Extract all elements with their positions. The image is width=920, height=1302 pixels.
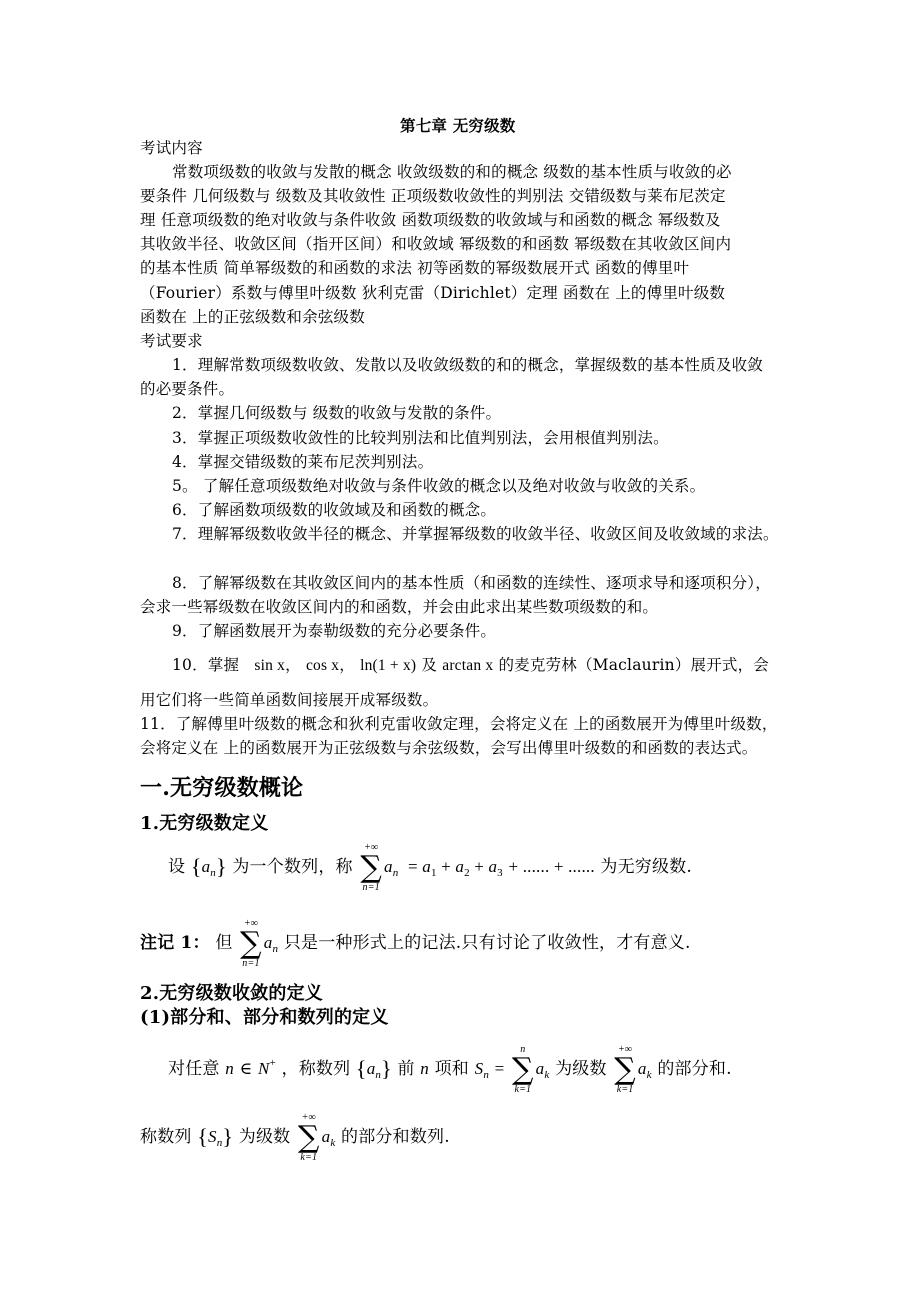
requirement-item: 8．了解幂级数在其收敛区间内的基本性质（和函数的连续性、逐项求导和逐项积分）， — [172, 574, 771, 592]
sum-lower: k=1 — [514, 1083, 532, 1095]
sum-upper: +∞ — [364, 841, 379, 853]
definition-partial-sum: 对任意 n ∈ N+ ，称数列 $\{a_n\}$ 前 n 项和 $S_n$ = n ∑ k=1 $a_k$ 为级数 +∞ ∑ k=1 $a_k$ 的部分和. — [168, 1043, 732, 1095]
sum-symbol: +∞ ∑ n=1 — [360, 841, 382, 893]
sum-upper: n — [520, 1043, 526, 1055]
sum-symbol: +∞ ∑ k=1 — [297, 1111, 320, 1163]
exam-requirements-label: 考试要求 — [140, 332, 203, 350]
exam-content-line: 常数项级数的收敛与发散的概念 收敛级数的和的概念 级数的基本性质与收敛的必 — [172, 163, 732, 181]
sum-lower: k=1 — [616, 1083, 634, 1095]
requirement-item: 会求一些幂级数在收敛区间内的和函数，并会由此求出某些数项级数的和。 — [140, 598, 659, 616]
note-lead: 但 — [215, 933, 233, 953]
def1-end: 为无穷级数. — [600, 857, 693, 877]
def2-mid1: ，称数列 — [281, 1059, 351, 1079]
sup-plus: + — [269, 1057, 276, 1069]
subsection-heading: (1)部分和、部分和数列的定义 — [140, 1007, 389, 1028]
var-S: S — [474, 1059, 484, 1078]
sum-upper: +∞ — [301, 1111, 316, 1123]
requirement-item: 的必要条件。 — [140, 380, 235, 398]
exam-content-line: 函数在 上的正弦级数和余弦级数 — [140, 308, 365, 326]
seq-a: a — [201, 857, 211, 876]
chapter-title: 第七章 无穷级数 — [400, 116, 516, 135]
def2-mid4: 为级数 — [555, 1059, 607, 1079]
requirement-item: 会将定义在 上的函数展开为正弦级数与余弦级数，会写出傅里叶级数的和函数的表达式。 — [140, 739, 758, 757]
requirement-item: 用它们将一些简单函数间接展开成幂级数。 — [140, 691, 439, 709]
def2-mid2: 前 — [397, 1059, 415, 1079]
in-symbol: ∈ — [239, 1059, 253, 1078]
req10-prefix: 10．掌握 — [172, 656, 240, 674]
exam-content-line: 理 任意项级数的绝对收敛与条件收敛 函数项级数的收敛域与和函数的概念 幂级数及 — [140, 211, 721, 229]
sum-lower: n=1 — [362, 881, 380, 893]
var-n: n — [225, 1059, 234, 1078]
def1-mid: 为一个数列，称 — [232, 857, 353, 877]
requirement-item: 2．掌握几何级数与 级数的收敛与发散的条件。 — [172, 404, 502, 422]
exam-content-line: 的基本性质 简单幂级数的和函数的求法 初等函数的幂级数展开式 函数的傅里叶 — [140, 259, 690, 277]
note-text: 只是一种形式上的记法.只有讨论了收敛性，才有意义. — [283, 933, 691, 953]
sub-n: n — [210, 867, 216, 879]
def3-lead: 称数列 — [140, 1127, 192, 1147]
cos-x: cos x — [305, 657, 340, 674]
exam-content-line: 其收敛半径、收敛区间（指开区间）和收敛域 幂级数的和函数 幂级数在其收敛区间内 — [140, 235, 732, 253]
req10-suffix: 的麦克劳林（Maclaurin）展开式，会 — [498, 656, 769, 674]
sum-upper: +∞ — [243, 917, 259, 929]
note-1: 注记 1： 但 +∞ ∑ n=1 $a_n$ 只是一种形式上的记法.只有讨论了收敛性，才有意义. — [140, 917, 691, 969]
equals: = — [494, 1059, 505, 1078]
requirement-item: 5。 了解任意项级数绝对收敛与条件收敛的概念以及绝对收敛与收敛的关系。 — [172, 477, 706, 495]
def2-mid3: 项和 — [434, 1059, 469, 1079]
series-tail: + ...... + ...... — [508, 857, 595, 876]
requirement-item: 3．掌握正项级数收敛性的比较判别法和比值判别法，会用根值判别法。 — [172, 429, 669, 447]
note-label: 注记 1： — [140, 933, 210, 953]
section-heading: 一.无穷级数概论 — [140, 775, 304, 801]
requirement-item: 4．掌握交错级数的莱布尼茨判别法。 — [172, 453, 434, 471]
requirement-item: 9．了解函数展开为泰勒级数的充分必要条件。 — [172, 622, 497, 640]
sum-symbol: +∞ ∑ n=1 — [240, 917, 262, 969]
definition-partial-sum-sequence: 称数列 $\{S_n\}$ 为级数 +∞ ∑ k=1 $a_k$ 的部分和数列. — [140, 1111, 450, 1163]
exam-content-label: 考试内容 — [140, 139, 203, 157]
arctan-x: arctan x — [442, 657, 494, 674]
exam-content-line: 要条件 几何级数与 级数及其收敛性 正项级数收敛性的判别法 交错级数与莱布尼茨定 — [140, 187, 726, 205]
def2-end: 的部分和. — [657, 1059, 732, 1079]
sum-symbol: n ∑ k=1 — [512, 1043, 534, 1095]
sum-lower: k=1 — [300, 1151, 318, 1163]
sum-symbol: +∞ ∑ k=1 — [614, 1043, 636, 1095]
subsection-heading: 1.无穷级数定义 — [140, 813, 269, 834]
subsection-heading: 2.无穷级数收敛的定义 — [140, 983, 323, 1004]
requirement-item: 11．了解傅里叶级数的概念和狄利克雷收敛定理，会将定义在 上的函数展开为傅里叶级数， — [140, 715, 778, 733]
requirement-item: 1．理解常数项级数收敛、发散以及收敛级数的和的概念，掌握级数的基本性质及收敛 — [172, 356, 763, 374]
requirement-item-10: 10．掌握 sin x， cos x， ln(1 + x) 及 arctan x 的麦克劳林（Maclaurin）展开式，会 — [172, 656, 769, 674]
var-N: N — [257, 1059, 270, 1078]
req10-and: 及 — [421, 656, 438, 674]
exam-content-line: （Fourier）系数与傅里叶级数 狄利克雷（Dirichlet）定理 函数在 上的傅里叶级数 — [140, 284, 726, 302]
def3-end: 的部分和数列. — [341, 1127, 450, 1147]
def1-lead: 设 — [168, 857, 186, 877]
requirement-item: 7．理解幂级数收敛半径的概念、并掌握幂级数的收敛半径、收敛区间及收敛域的求法。 — [172, 525, 779, 543]
sum-lower: n=1 — [242, 957, 260, 969]
sin-x: sin x — [254, 657, 286, 674]
sum-upper: +∞ — [617, 1043, 633, 1055]
def3-mid: 为级数 — [238, 1127, 291, 1147]
def2-lead: 对任意 — [168, 1059, 220, 1079]
requirement-item: 6．了解函数项级数的收敛域及和函数的概念。 — [172, 501, 497, 519]
ln-1-plus-x: ln(1 + x) — [360, 657, 417, 674]
definition-series: 设 $\{a_n\}$ 为一个数列，称 +∞ ∑ n=1 $a_n = a_1 + a_2 + a_3$ + ...... + ...... 为无穷级数. — [168, 841, 693, 893]
